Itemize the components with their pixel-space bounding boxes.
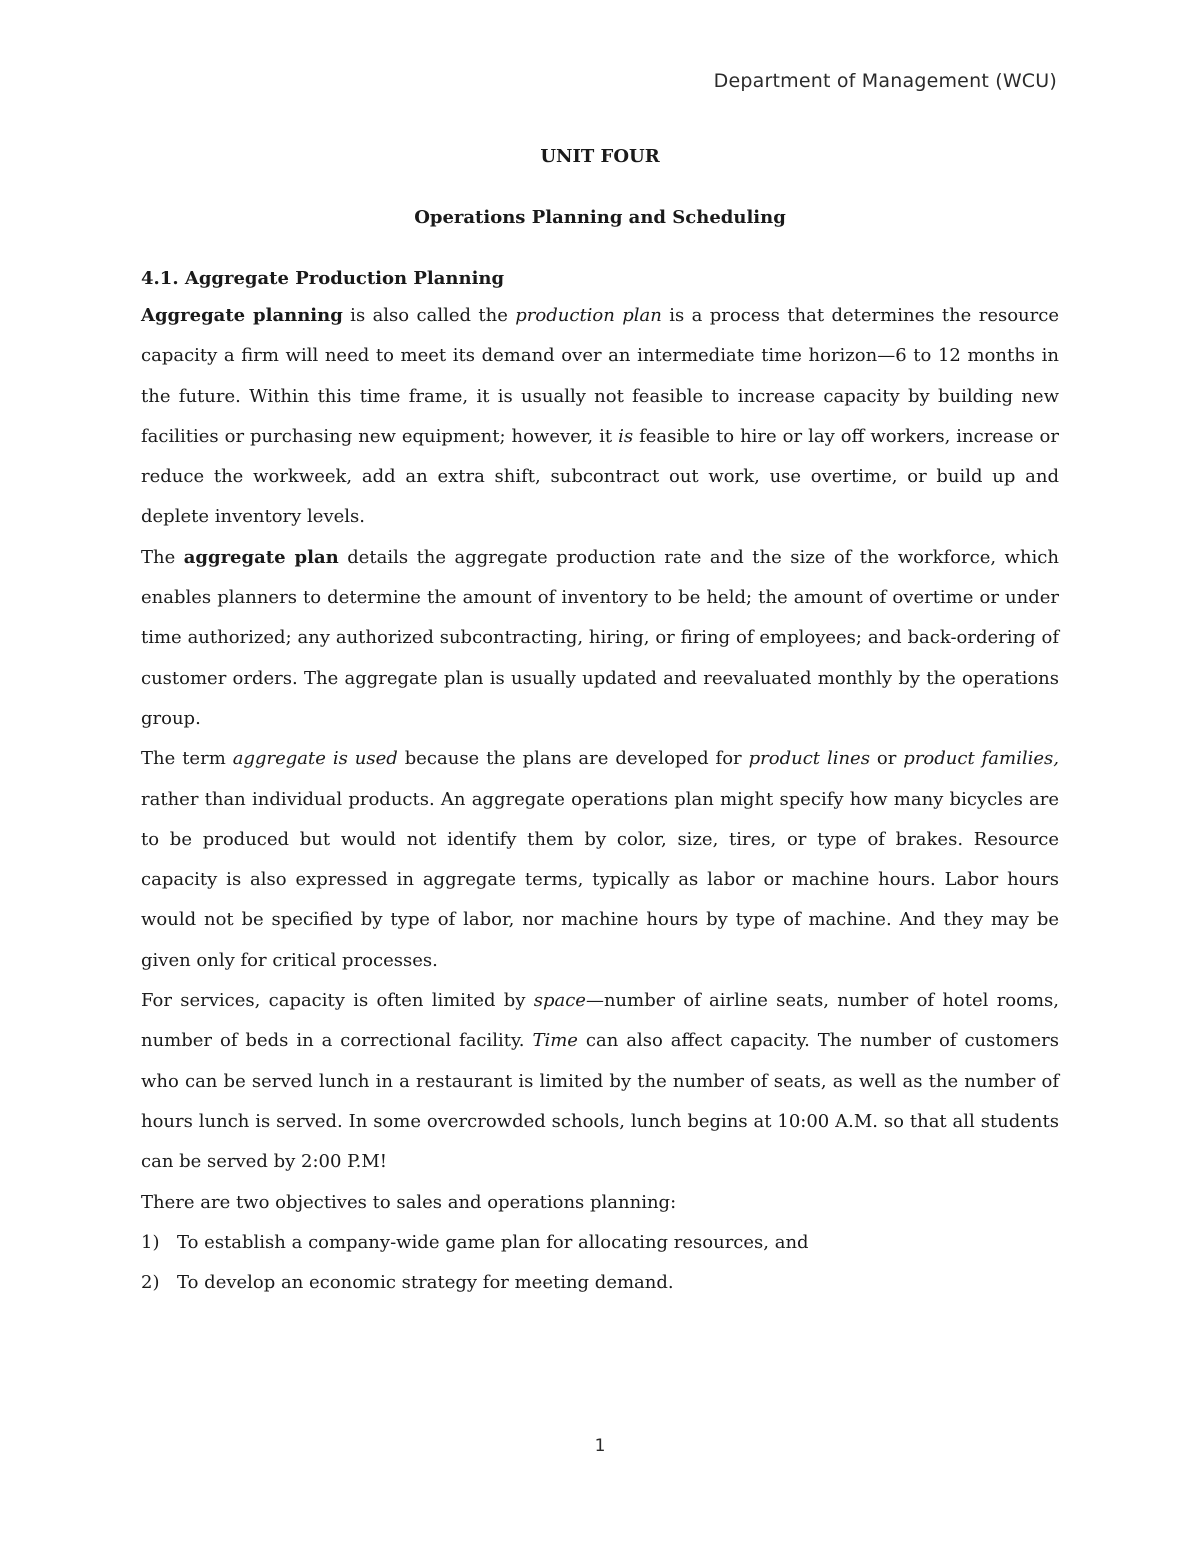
italic-term: product lines (748, 748, 870, 770)
bold-term: Aggregate planning (141, 305, 343, 326)
paragraph-text: because the plans are developed for (397, 748, 749, 770)
italic-term: is (618, 425, 634, 447)
list-number: 2) (141, 1272, 160, 1294)
list-item-text: To develop an economic strategy for meeting demand. (177, 1272, 674, 1294)
italic-term: product families, (903, 748, 1059, 770)
paragraph-objectives-intro: There are two objectives to sales and operations planning: (141, 1191, 677, 1213)
italic-term: Time (532, 1030, 578, 1052)
paragraph-aggregate-planning (141, 296, 1059, 538)
section-heading: 4.1. Aggregate Production Planning (141, 268, 505, 289)
paragraph-text: The (141, 546, 184, 568)
list-item (141, 1223, 1059, 1263)
chapter-title: Operations Planning and Scheduling (414, 207, 786, 228)
paragraph-text: —number of airline seats, number of hotel rooms, number of beds in a correctional facility. (141, 990, 1059, 1052)
list-item-text: To establish a company-wide game plan for allocating resources, and (177, 1231, 809, 1253)
paragraph-services-capacity (141, 981, 1059, 1182)
objectives-list (141, 1223, 1059, 1304)
paragraph-text: or (869, 748, 904, 770)
paragraph-text: The term (141, 748, 233, 770)
paragraph-text: is also called the (342, 305, 516, 326)
paragraph-text: is a process that determines the resource capacity a firm will need to meet its demand over an intermediate time horizon—6 to 12 months in the future. Within this time frame, it is usually not feasible to increase capacity by building new facilities or purchasing new equipment; however, it (141, 305, 1059, 447)
list-number: 1) (141, 1231, 160, 1253)
unit-title: UNIT FOUR (540, 146, 660, 167)
list-item (141, 1263, 1059, 1303)
paragraph-text: rather than individual products. An aggregate operations plan might specify how many bicycles are to be produced but would not identify them by color, size, tires, or type of brakes. Resource capacity is also expressed in aggregate terms, typically as labor or machine hours. Labor hours would not be specified by type of labor, nor machine hours by type of machine. And they may be given only for critical processes. (141, 788, 1059, 971)
italic-term: aggregate is used (232, 748, 398, 770)
italic-term: production plan (515, 305, 662, 326)
page-header: Department of Management (WCU) (713, 70, 1057, 92)
bold-term: aggregate plan (183, 546, 339, 568)
paragraph-text: For services, capacity is often limited by (141, 990, 534, 1012)
paragraph-aggregate-plan (141, 538, 1059, 739)
paragraph-text: feasible to hire or lay off workers, increase or reduce the workweek, add an extra shift, subcontract out work, use overtime, or build up and deplete inventory levels. (141, 425, 1060, 528)
document-body (141, 140, 1059, 1303)
paragraph-text: can also affect capacity. The number of customers who can be served lunch in a restaurant is limited by the number of seats, as well as the number of hours lunch is served. In some overcrowded schools, lunch begins at 10:00 A.M. so that all students can be served by 2:00 P.M! (141, 1030, 1059, 1173)
paragraph-text: details the aggregate production rate and the size of the workforce, which enables planners to determine the amount of inventory to be held; the amount of overtime or under time authorized; any authorized subcontracting, hiring, or firing of employees; and back-ordering of customer orders. The aggregate plan is usually updated and reevaluated monthly by the operations group. (141, 546, 1059, 729)
page-number: 1 (594, 1436, 606, 1456)
italic-term: space (533, 990, 586, 1012)
paragraph-aggregate-term (141, 739, 1059, 981)
